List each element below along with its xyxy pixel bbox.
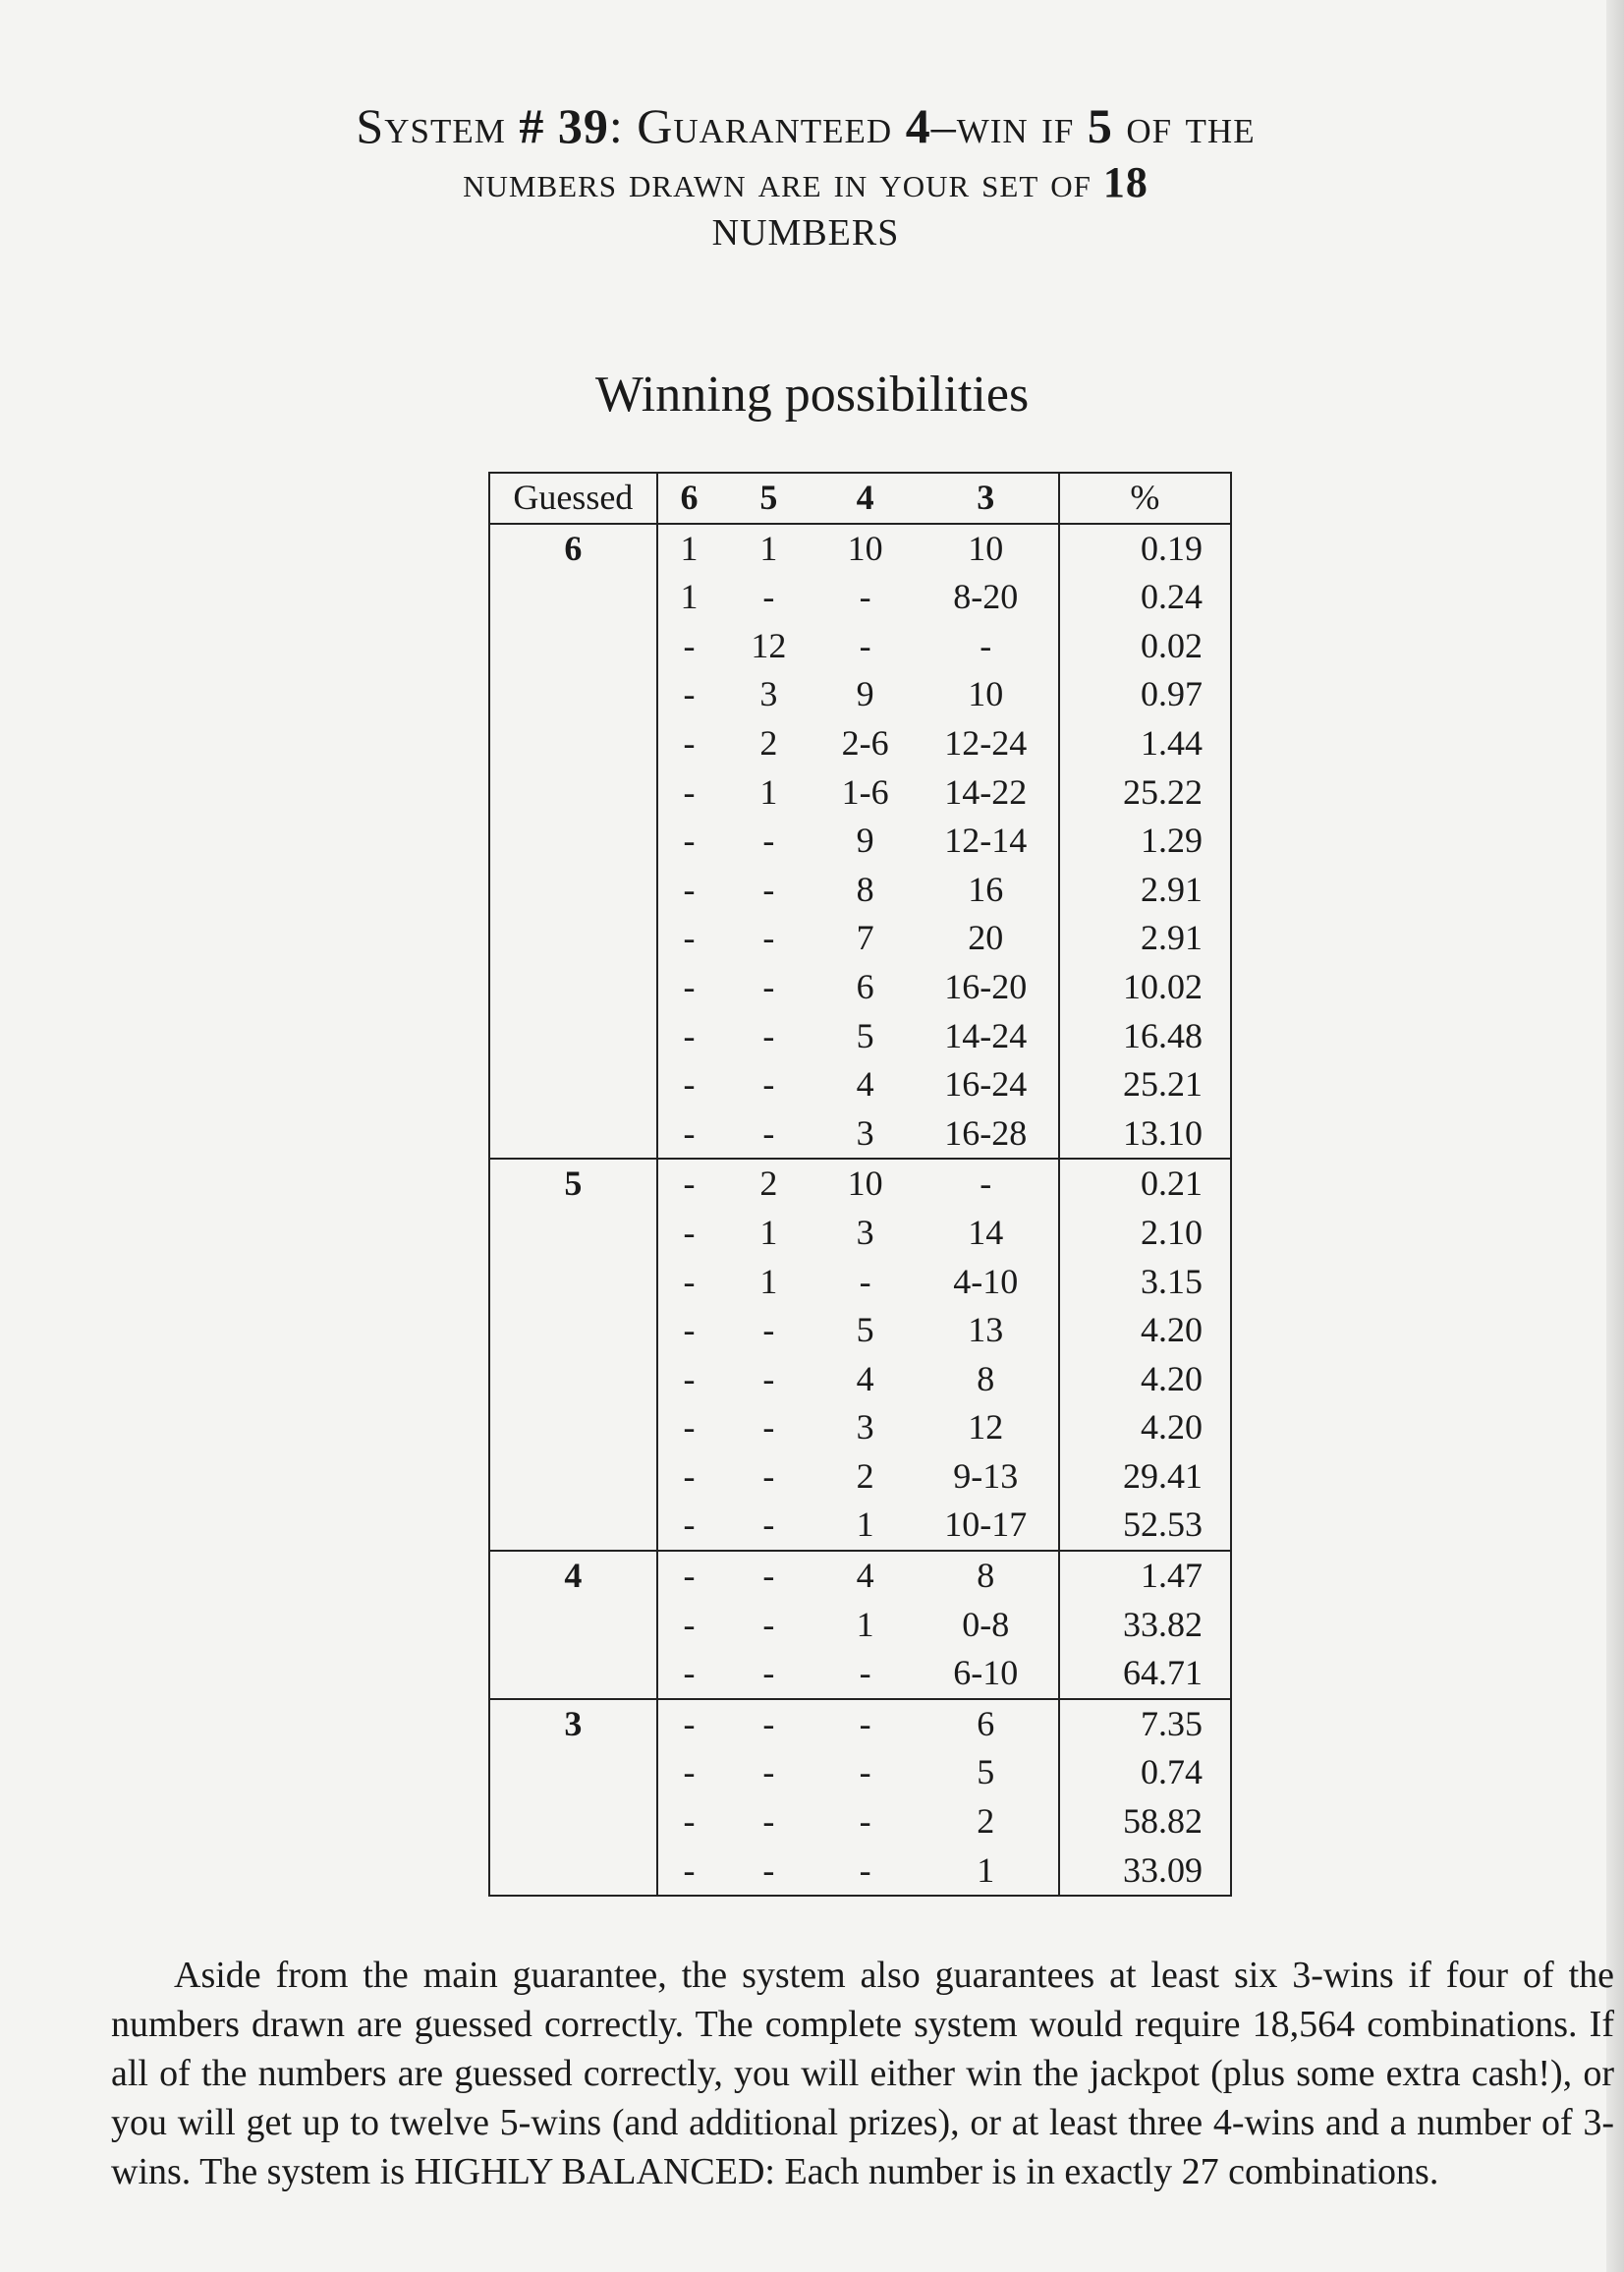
cell-col-5: 1 bbox=[759, 1212, 778, 1252]
cell-col-6: - bbox=[683, 1015, 696, 1055]
cell-col-6: - bbox=[683, 1604, 696, 1644]
cell-col-5: 12 bbox=[751, 625, 787, 665]
title-line-1 bbox=[118, 96, 1493, 155]
cell-col-5: - bbox=[762, 821, 775, 861]
cell-col-5: 1 bbox=[759, 1261, 778, 1301]
cell-col-6: - bbox=[657, 1159, 721, 1209]
cell-guessed bbox=[489, 1109, 657, 1160]
title-word-guaranteed: : Guaranteed bbox=[608, 98, 893, 153]
cell-col-percent: 25.22 bbox=[1059, 768, 1231, 818]
cell-guessed bbox=[489, 1501, 657, 1551]
cell-col-4: 3 bbox=[856, 1212, 874, 1252]
cell-col-5: - bbox=[762, 1653, 775, 1693]
cell-col-6: - bbox=[657, 1846, 721, 1897]
table-row bbox=[489, 817, 1231, 866]
cell-guessed bbox=[489, 1060, 657, 1109]
cell-guessed: 3 bbox=[489, 1699, 657, 1749]
cell-col-5: - bbox=[762, 1358, 775, 1398]
cell-guessed bbox=[489, 1649, 657, 1699]
cell-guessed bbox=[489, 1258, 657, 1307]
cell-col-4: 8 bbox=[856, 869, 874, 909]
cell-col-3: 2 bbox=[977, 1801, 995, 1842]
cell-col-5: - bbox=[720, 1846, 816, 1897]
cell-guessed bbox=[489, 670, 657, 719]
cell-guessed bbox=[489, 1012, 657, 1061]
header-percent: % bbox=[1059, 473, 1231, 524]
title-line-3: NUMBERS bbox=[711, 212, 900, 254]
table-row bbox=[489, 1501, 1231, 1551]
table-row bbox=[489, 719, 1231, 768]
cell-col-4: - bbox=[859, 1801, 871, 1842]
table-row bbox=[489, 1109, 1231, 1160]
cell-guessed bbox=[489, 1748, 657, 1797]
cell-col-5: - bbox=[762, 1407, 775, 1448]
page-title bbox=[118, 96, 1493, 256]
cell-col-4: 3 bbox=[856, 1407, 874, 1448]
cell-col-4: 9 bbox=[856, 674, 874, 714]
cell-col-percent: 33.82 bbox=[1059, 1601, 1231, 1650]
cell-col-6: - bbox=[683, 625, 696, 665]
table-row bbox=[489, 866, 1231, 915]
cell-guessed bbox=[489, 1601, 657, 1650]
cell-col-3: 12 bbox=[968, 1407, 1004, 1448]
cell-col-percent: 0.02 bbox=[1059, 622, 1231, 671]
cell-guessed bbox=[489, 622, 657, 671]
cell-col-4: - bbox=[817, 1699, 914, 1749]
cell-col-6: - bbox=[683, 918, 696, 958]
cell-col-6: - bbox=[683, 1358, 696, 1398]
cell-col-percent: 2.91 bbox=[1059, 866, 1231, 915]
cell-col-5: - bbox=[762, 577, 775, 617]
cell-guessed bbox=[489, 1355, 657, 1404]
cell-col-5: - bbox=[720, 1699, 816, 1749]
winning-possibilities-table bbox=[488, 472, 1232, 1897]
cell-col-5: - bbox=[762, 1310, 775, 1350]
cell-col-3: 10-17 bbox=[944, 1505, 1028, 1545]
cell-guessed bbox=[489, 963, 657, 1012]
cell-col-3: 4-10 bbox=[953, 1261, 1019, 1301]
cell-col-4: 4 bbox=[856, 1064, 874, 1105]
cell-col-percent: 0.21 bbox=[1059, 1159, 1231, 1209]
cell-col-6: - bbox=[683, 821, 696, 861]
cell-col-5: - bbox=[762, 1455, 775, 1496]
cell-col-3: 5 bbox=[977, 1752, 995, 1792]
cell-col-4: - bbox=[859, 625, 871, 665]
cell-col-4: 1 bbox=[856, 1505, 874, 1545]
cell-col-3: 8-20 bbox=[953, 577, 1019, 617]
title-words-numbers-drawn: numbers drawn are in your set of bbox=[463, 158, 1092, 206]
cell-col-5: 2 bbox=[759, 722, 778, 763]
title-word-system: System bbox=[356, 98, 506, 153]
cell-col-3: 9-13 bbox=[953, 1455, 1019, 1496]
table-row bbox=[489, 1258, 1231, 1307]
cell-guessed bbox=[489, 1403, 657, 1452]
title-set-size: 18 bbox=[1102, 158, 1148, 206]
cell-col-percent: 4.20 bbox=[1059, 1403, 1231, 1452]
cell-guessed bbox=[489, 719, 657, 768]
cell-col-percent: 0.19 bbox=[1059, 524, 1231, 574]
cell-col-4: - bbox=[817, 1846, 914, 1897]
cell-guessed: 5 bbox=[489, 1159, 657, 1209]
cell-col-4: 6 bbox=[856, 966, 874, 1006]
table-row bbox=[489, 1748, 1231, 1797]
cell-col-percent: 33.09 bbox=[1059, 1846, 1231, 1897]
table-row bbox=[489, 1403, 1231, 1452]
description-paragraph: Aside from the main guarantee, the system also guarantees at least six 3-wins if four of the numbers drawn are guessed correctly. The complete system would require 18,564 combinations. If all of the numbers are guessed correctly, you will either win the jackpot (plus some extra cash!), or you will get up to twelve 5-wins (and additional prizes), or at least three 4-wins and a number of 3-wins. The system is HIGHLY BALANCED: Each number is in exactly 27 combinations. bbox=[111, 1955, 1614, 2192]
cell-col-6: 1 bbox=[680, 577, 699, 617]
cell-col-3: 10 bbox=[914, 524, 1059, 574]
cell-guessed bbox=[489, 1209, 657, 1258]
cell-col-6: - bbox=[683, 869, 696, 909]
table-row bbox=[489, 1306, 1231, 1355]
cell-col-6: - bbox=[683, 1310, 696, 1350]
cell-guessed bbox=[489, 1797, 657, 1846]
cell-col-percent: 0.97 bbox=[1059, 670, 1231, 719]
cell-col-4: 9 bbox=[856, 821, 874, 861]
cell-col-6: - bbox=[657, 1699, 721, 1749]
cell-col-6: - bbox=[683, 1801, 696, 1842]
cell-col-3: 16-28 bbox=[944, 1112, 1028, 1153]
cell-col-3: 12-14 bbox=[944, 821, 1028, 861]
cell-col-6: - bbox=[683, 722, 696, 763]
table-row bbox=[489, 1209, 1231, 1258]
table-header-row bbox=[489, 473, 1231, 524]
cell-col-3: 6-10 bbox=[953, 1653, 1019, 1693]
cell-col-4: - bbox=[859, 1752, 871, 1792]
cell-col-3: 16-24 bbox=[944, 1064, 1028, 1105]
cell-col-3: 8 bbox=[914, 1551, 1059, 1601]
cell-col-4: 10 bbox=[817, 524, 914, 574]
cell-col-6: - bbox=[683, 1505, 696, 1545]
header-guessed: Guessed bbox=[489, 473, 657, 524]
cell-col-6: - bbox=[683, 1212, 696, 1252]
cell-col-3: - bbox=[914, 1159, 1059, 1209]
cell-col-percent: 3.15 bbox=[1059, 1258, 1231, 1307]
cell-col-3: 14 bbox=[968, 1212, 1004, 1252]
cell-col-4: 5 bbox=[856, 1015, 874, 1055]
cell-guessed bbox=[489, 573, 657, 622]
cell-col-3: 6 bbox=[914, 1699, 1059, 1749]
page-edge-shadow bbox=[1606, 0, 1624, 2272]
cell-col-6: - bbox=[657, 1551, 721, 1601]
cell-col-3: 1 bbox=[914, 1846, 1059, 1897]
cell-col-4: 1-6 bbox=[841, 771, 889, 812]
cell-col-4: 4 bbox=[856, 1358, 874, 1398]
title-drawn-count: 5 bbox=[1087, 98, 1113, 153]
cell-col-6: 1 bbox=[657, 524, 721, 574]
cell-col-percent: 64.71 bbox=[1059, 1649, 1231, 1699]
cell-guessed bbox=[489, 1452, 657, 1502]
cell-col-5: - bbox=[762, 918, 775, 958]
cell-col-5: - bbox=[762, 1604, 775, 1644]
cell-col-5: - bbox=[762, 966, 775, 1006]
cell-col-4: - bbox=[859, 1653, 871, 1693]
cell-col-5: - bbox=[762, 1505, 775, 1545]
cell-col-5: - bbox=[762, 1015, 775, 1055]
cell-col-percent: 58.82 bbox=[1059, 1797, 1231, 1846]
cell-col-5: - bbox=[762, 1112, 775, 1153]
header-3: 3 bbox=[914, 473, 1059, 524]
cell-col-6: - bbox=[683, 1064, 696, 1105]
table-row bbox=[489, 670, 1231, 719]
cell-col-percent: 16.48 bbox=[1059, 1012, 1231, 1061]
cell-col-6: - bbox=[683, 1752, 696, 1792]
cell-col-3: 8 bbox=[977, 1358, 995, 1398]
table-row bbox=[489, 963, 1231, 1012]
cell-col-percent: 52.53 bbox=[1059, 1501, 1231, 1551]
header-4: 4 bbox=[817, 473, 914, 524]
cell-col-percent: 10.02 bbox=[1059, 963, 1231, 1012]
cell-col-4: - bbox=[859, 1261, 871, 1301]
title-system-number: # 39 bbox=[519, 98, 609, 153]
cell-col-4: 1 bbox=[856, 1604, 874, 1644]
cell-col-6: - bbox=[683, 674, 696, 714]
cell-col-percent: 29.41 bbox=[1059, 1452, 1231, 1502]
cell-col-4: - bbox=[859, 577, 871, 617]
table-row bbox=[489, 1699, 1231, 1749]
table-row bbox=[489, 1797, 1231, 1846]
cell-col-5: - bbox=[762, 1801, 775, 1842]
table-row bbox=[489, 1649, 1231, 1699]
cell-col-4: 2 bbox=[856, 1455, 874, 1496]
table-row bbox=[489, 1846, 1231, 1897]
cell-guessed bbox=[489, 1306, 657, 1355]
cell-col-5: - bbox=[762, 1752, 775, 1792]
cell-col-percent: 1.44 bbox=[1059, 719, 1231, 768]
cell-col-4: 2-6 bbox=[841, 722, 889, 763]
cell-col-percent: 25.21 bbox=[1059, 1060, 1231, 1109]
cell-col-percent: 2.91 bbox=[1059, 914, 1231, 963]
cell-guessed: 6 bbox=[489, 524, 657, 574]
cell-col-5: - bbox=[762, 1064, 775, 1105]
section-heading: Winning possibilities bbox=[594, 367, 1030, 423]
cell-col-percent: 1.29 bbox=[1059, 817, 1231, 866]
table-row bbox=[489, 1551, 1231, 1601]
cell-col-3: 13 bbox=[968, 1310, 1004, 1350]
table-row bbox=[489, 1452, 1231, 1502]
title-win-count: 4 bbox=[905, 98, 931, 153]
cell-col-percent: 2.10 bbox=[1059, 1209, 1231, 1258]
table-row bbox=[489, 1601, 1231, 1650]
cell-col-6: - bbox=[683, 771, 696, 812]
table-row bbox=[489, 768, 1231, 818]
cell-col-3: 14-22 bbox=[944, 771, 1028, 812]
header-5: 5 bbox=[720, 473, 816, 524]
table-body bbox=[489, 524, 1231, 1897]
cell-col-3: 14-24 bbox=[944, 1015, 1028, 1055]
cell-guessed bbox=[489, 1846, 657, 1897]
cell-guessed bbox=[489, 914, 657, 963]
title-word-of-the: of the bbox=[1126, 98, 1256, 153]
cell-col-5: 1 bbox=[720, 524, 816, 574]
title-word-win-if: –win if bbox=[930, 98, 1075, 153]
cell-col-3: 16 bbox=[968, 869, 1004, 909]
header-6: 6 bbox=[657, 473, 721, 524]
table-row bbox=[489, 1159, 1231, 1209]
title-line-2 bbox=[118, 155, 1493, 210]
cell-col-5: 2 bbox=[720, 1159, 816, 1209]
cell-col-4: 5 bbox=[856, 1310, 874, 1350]
cell-col-6: - bbox=[683, 1653, 696, 1693]
cell-col-3: 10 bbox=[968, 674, 1004, 714]
table-row bbox=[489, 524, 1231, 574]
cell-guessed bbox=[489, 866, 657, 915]
cell-col-5: 3 bbox=[759, 674, 778, 714]
cell-col-3: 20 bbox=[968, 918, 1004, 958]
cell-col-percent: 13.10 bbox=[1059, 1109, 1231, 1160]
cell-col-percent: 0.24 bbox=[1059, 573, 1231, 622]
table-row bbox=[489, 1355, 1231, 1404]
cell-col-5: 1 bbox=[759, 771, 778, 812]
table-row bbox=[489, 914, 1231, 963]
cell-col-4: 3 bbox=[856, 1112, 874, 1153]
cell-col-percent: 7.35 bbox=[1059, 1699, 1231, 1749]
cell-guessed bbox=[489, 817, 657, 866]
cell-col-percent: 1.47 bbox=[1059, 1551, 1231, 1601]
table-row bbox=[489, 573, 1231, 622]
cell-col-4: 10 bbox=[817, 1159, 914, 1209]
cell-col-6: - bbox=[683, 1455, 696, 1496]
cell-col-6: - bbox=[683, 1112, 696, 1153]
cell-col-4: 4 bbox=[817, 1551, 914, 1601]
cell-col-percent: 0.74 bbox=[1059, 1748, 1231, 1797]
table-row bbox=[489, 1060, 1231, 1109]
cell-col-3: 0-8 bbox=[962, 1604, 1010, 1644]
cell-col-3: 16-20 bbox=[944, 966, 1028, 1006]
table-row bbox=[489, 1012, 1231, 1061]
cell-col-6: - bbox=[683, 1261, 696, 1301]
cell-guessed: 4 bbox=[489, 1551, 657, 1601]
cell-col-percent: 4.20 bbox=[1059, 1355, 1231, 1404]
cell-guessed bbox=[489, 768, 657, 818]
cell-col-5: - bbox=[720, 1551, 816, 1601]
cell-col-5: - bbox=[762, 869, 775, 909]
cell-col-3: 12-24 bbox=[944, 722, 1028, 763]
cell-col-3: - bbox=[980, 625, 992, 665]
cell-col-4: 7 bbox=[856, 918, 874, 958]
cell-col-6: - bbox=[683, 966, 696, 1006]
cell-col-percent: 4.20 bbox=[1059, 1306, 1231, 1355]
table-row bbox=[489, 622, 1231, 671]
cell-col-6: - bbox=[683, 1407, 696, 1448]
